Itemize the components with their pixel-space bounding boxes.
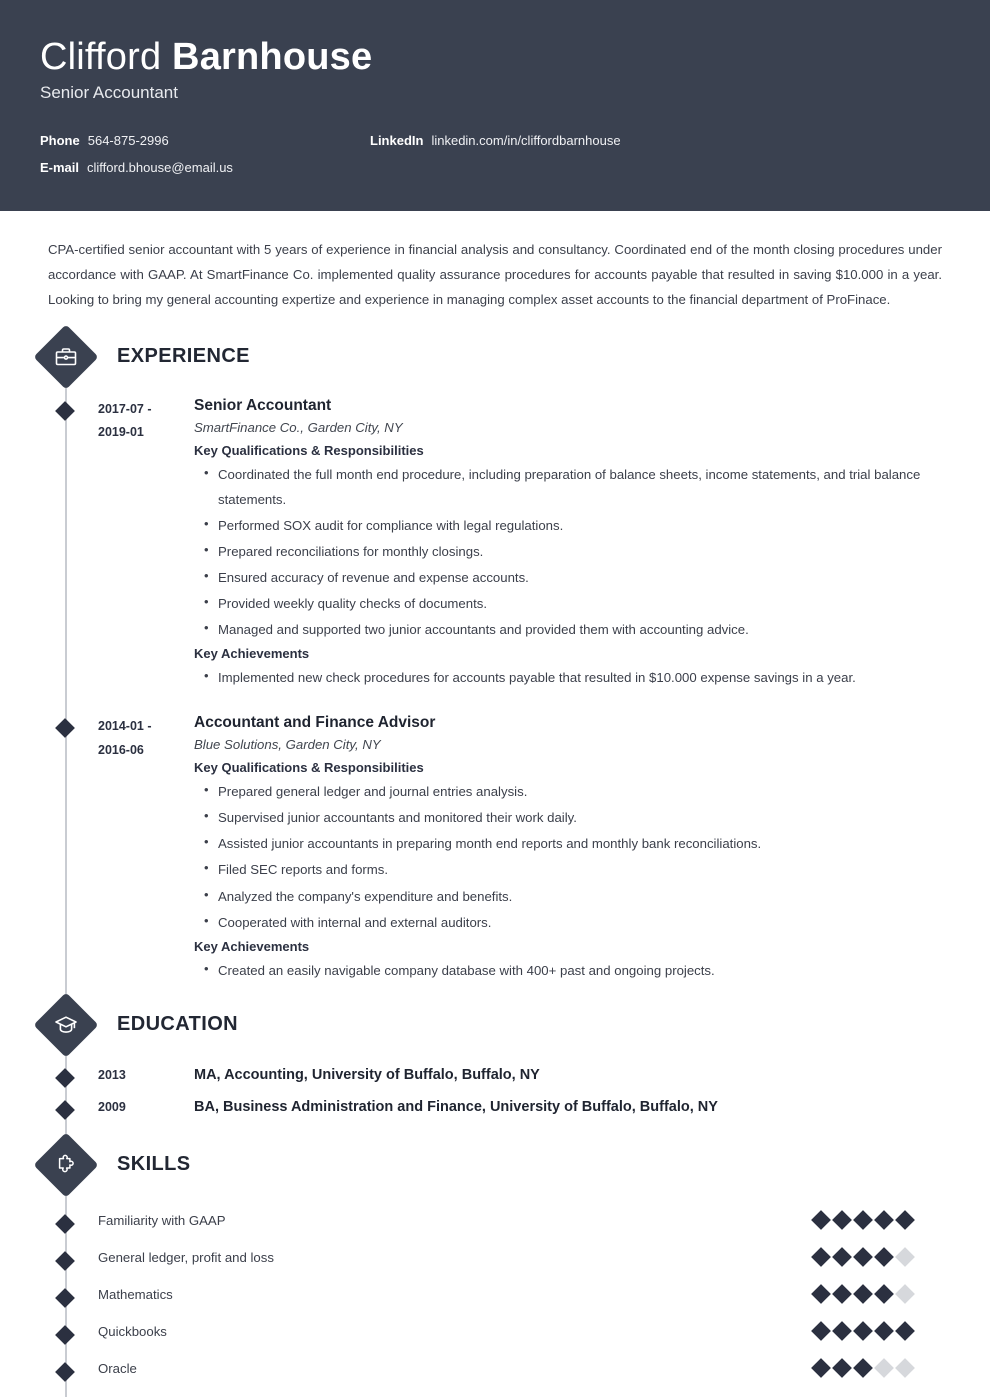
- achievements-list: [194, 665, 950, 690]
- responsibilities-heading: Key Qualifications & Responsibilities: [194, 442, 424, 458]
- timeline-diamond-icon: [55, 1214, 75, 1234]
- timeline-diamond-icon: [55, 401, 75, 421]
- list-item: • Prepared general ledger and journal entries analysis.: [204, 779, 950, 804]
- contact-email-value[interactable]: clifford.bhouse@email.us: [87, 159, 233, 175]
- responsibilities-list: [194, 779, 950, 934]
- list-item: • Assisted junior accountants in preparing month end reports and monthly bank reconciliations.: [204, 831, 950, 856]
- timeline-diamond-icon: [55, 1100, 75, 1120]
- rating-pip-filled: [853, 1210, 873, 1230]
- education-entry: [40, 1067, 950, 1083]
- education-entry: [40, 1099, 950, 1115]
- contact-row: [40, 133, 950, 148]
- rating-pip-filled: [853, 1321, 873, 1341]
- professional-summary: CPA-certified senior accountant with 5 years of experience in financial analysis and consultancy. Coordinated end of the month closing procedures under accordance with GAAP. At SmartFinance Co. implemented quality assurance procedures for accounts payable that resulted in saving $10.000 in a year. Looking to bring my general accounting expertize and experience in managing complex asset accounts to the financial department of ProFinace.: [48, 241, 942, 308]
- timeline-diamond-icon: [55, 1251, 75, 1271]
- contact-phone: [40, 133, 370, 148]
- rating-pip-empty: [895, 1358, 915, 1378]
- rating-pip-empty: [895, 1247, 915, 1267]
- rating-pip-filled: [874, 1284, 894, 1304]
- skill-row: [40, 1213, 950, 1228]
- contact-phone-value: 564-875-2996: [87, 132, 169, 148]
- skill-label: Oracle: [98, 1360, 137, 1376]
- education-entries: [40, 1067, 950, 1115]
- rating-pip-filled: [874, 1321, 894, 1341]
- skill-row: [40, 1287, 950, 1302]
- section-education: [40, 999, 950, 1115]
- education-degree: BA, Business Administration and Finance, University of Buffalo, Buffalo, NY: [194, 1098, 718, 1115]
- rating-pip-filled: [895, 1321, 915, 1341]
- entry-date-start: 2017-07 -: [98, 401, 152, 416]
- rating-pip-filled: [811, 1321, 831, 1341]
- contact-email-label: E-mail: [40, 159, 80, 175]
- section-experience: [40, 331, 950, 985]
- rating-pip-filled: [832, 1247, 852, 1267]
- skill-label: Familiarity with GAAP: [98, 1212, 226, 1228]
- entry-organization: SmartFinance Co., Garden City, NY: [194, 419, 403, 435]
- contact-linkedin-value[interactable]: linkedin.com/in/cliffordbarnhouse: [431, 132, 621, 148]
- education-year: 2013: [98, 1067, 126, 1082]
- list-item: • Coordinated the full month end procedure, including preparation of balance sheets, income statements, and trial balance statements.: [204, 462, 950, 512]
- timeline-diamond-icon: [55, 1362, 75, 1382]
- skill-rating: [814, 1287, 950, 1301]
- section-header-skills: [40, 1139, 950, 1191]
- rating-pip-filled: [832, 1210, 852, 1230]
- entry-dates: [98, 397, 194, 693]
- education-degree: MA, Accounting, University of Buffalo, Buffalo, NY: [194, 1066, 540, 1083]
- rating-pip-filled: [832, 1321, 852, 1341]
- contact-linkedin-label: LinkedIn: [370, 132, 424, 148]
- skill-row: [40, 1324, 950, 1339]
- skill-label: Quickbooks: [98, 1323, 167, 1339]
- rating-pip-empty: [895, 1284, 915, 1304]
- section-header-education: [40, 999, 950, 1051]
- section-title-skills: SKILLS: [117, 1153, 191, 1176]
- list-item: • Supervised junior accountants and monitored their work daily.: [204, 805, 950, 830]
- section-title-education: EDUCATION: [117, 1013, 239, 1036]
- timeline-diamond-icon: [55, 1288, 75, 1308]
- entry-date-start: 2014-01 -: [98, 719, 152, 734]
- timeline-diamond-icon: [55, 1325, 75, 1345]
- resume-header: [0, 0, 990, 211]
- responsibilities-heading: Key Qualifications & Responsibilities: [194, 760, 424, 776]
- rating-pip-filled: [874, 1210, 894, 1230]
- entry-details: [194, 397, 950, 693]
- education-year: 2009: [98, 1099, 126, 1114]
- contact-info: [40, 133, 950, 175]
- puzzle-piece-icon: [33, 1132, 98, 1197]
- rating-pip-filled: [853, 1284, 873, 1304]
- skill-label: Mathematics: [98, 1286, 173, 1302]
- achievements-heading: Key Achievements: [194, 646, 310, 662]
- rating-pip-filled: [895, 1210, 915, 1230]
- list-item: • Analyzed the company's expenditure and benefits.: [204, 884, 950, 909]
- skill-row: [40, 1250, 950, 1265]
- list-item: • Created an easily navigable company database with 400+ past and ongoing projects.: [204, 958, 950, 983]
- list-item: • Managed and supported two junior accountants and provided them with accounting advice.: [204, 617, 950, 642]
- responsibilities-list: [194, 462, 950, 643]
- skill-rating: [814, 1250, 950, 1264]
- job-title: Senior Accountant: [40, 82, 178, 102]
- rating-pip-filled: [811, 1284, 831, 1304]
- list-item: • Performed SOX audit for compliance with legal regulations.: [204, 513, 950, 538]
- achievements-heading: Key Achievements: [194, 938, 310, 954]
- contact-email[interactable]: [40, 160, 370, 175]
- skill-rating: [814, 1213, 950, 1227]
- rating-pip-filled: [811, 1358, 831, 1378]
- achievements-list: [194, 958, 950, 983]
- section-skills: [40, 1139, 950, 1376]
- list-item: • Prepared reconciliations for monthly closings.: [204, 539, 950, 564]
- rating-pip-filled: [832, 1358, 852, 1378]
- section-header-experience: [40, 331, 950, 383]
- entry-dates: [98, 714, 194, 985]
- rating-pip-empty: [874, 1358, 894, 1378]
- entry-details: [194, 714, 950, 985]
- entry-date-end: 2016-06: [98, 742, 144, 757]
- contact-linkedin[interactable]: [370, 133, 621, 148]
- skill-label: General ledger, profit and loss: [98, 1249, 274, 1265]
- entry-date-end: 2019-01: [98, 425, 144, 440]
- entry-role: Senior Accountant: [194, 396, 332, 414]
- rating-pip-filled: [853, 1358, 873, 1378]
- list-item: • Provided weekly quality checks of documents.: [204, 591, 950, 616]
- first-name: Clifford: [40, 36, 162, 78]
- experience-entry: [40, 714, 950, 985]
- timeline-diamond-icon: [55, 1068, 75, 1088]
- skill-rating: [814, 1324, 950, 1338]
- skill-rating: [814, 1361, 950, 1375]
- list-item: • Filed SEC reports and forms.: [204, 857, 950, 882]
- list-item: • Ensured accuracy of revenue and expense accounts.: [204, 565, 950, 590]
- entry-role: Accountant and Finance Advisor: [194, 714, 436, 732]
- briefcase-icon: [33, 324, 98, 389]
- page-title: [40, 36, 950, 79]
- rating-pip-filled: [811, 1210, 831, 1230]
- last-name: Barnhouse: [172, 36, 373, 78]
- entry-organization: Blue Solutions, Garden City, NY: [194, 737, 381, 753]
- experience-entries: [40, 397, 950, 985]
- rating-pip-filled: [832, 1284, 852, 1304]
- graduation-cap-icon: [33, 992, 98, 1057]
- rating-pip-filled: [874, 1247, 894, 1267]
- experience-entry: [40, 397, 950, 693]
- skill-row: [40, 1361, 950, 1376]
- contact-row: [40, 160, 950, 175]
- timeline-diamond-icon: [55, 718, 75, 738]
- list-item: • Implemented new check procedures for accounts payable that resulted in $10.000 expense savings in a year.: [204, 665, 950, 690]
- rating-pip-filled: [811, 1247, 831, 1267]
- skills-entries: [40, 1213, 950, 1376]
- contact-phone-label: Phone: [40, 132, 80, 148]
- list-item: • Cooperated with internal and external auditors.: [204, 910, 950, 935]
- rating-pip-filled: [853, 1247, 873, 1267]
- section-title-experience: EXPERIENCE: [117, 345, 250, 368]
